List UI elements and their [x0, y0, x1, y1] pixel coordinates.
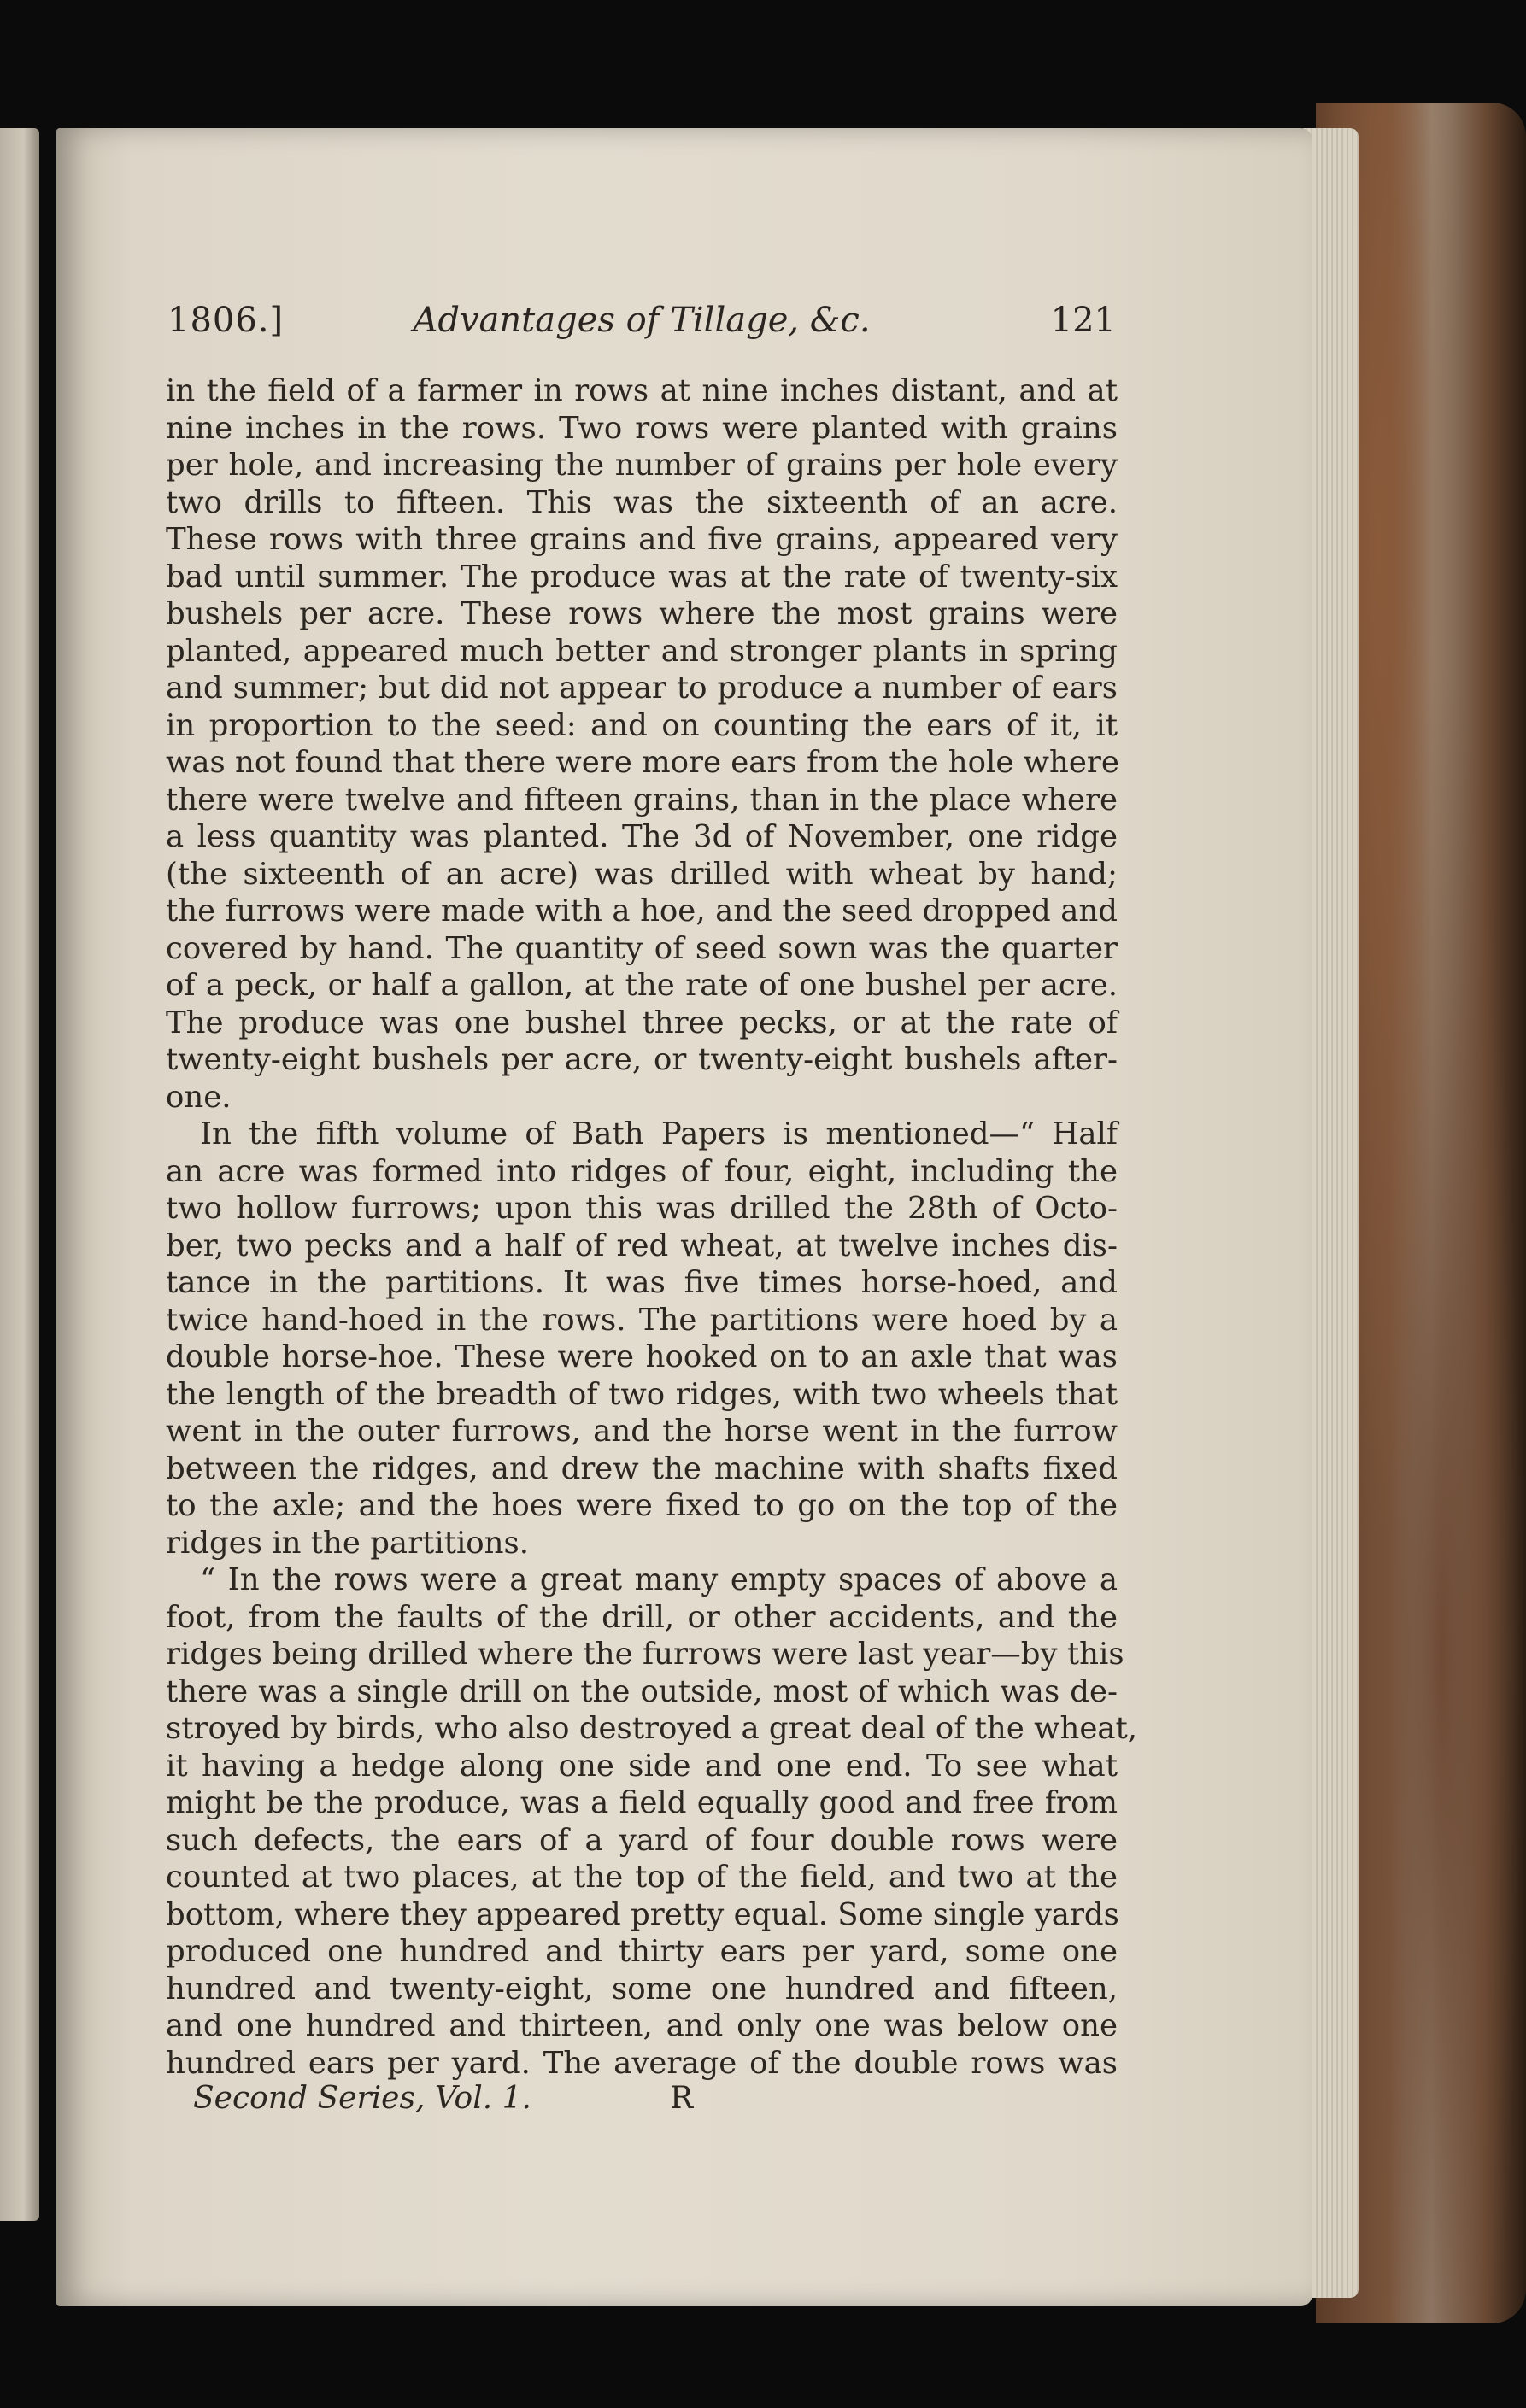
text-line: two drills to fifteen. This was the sixteenth of an acre.: [166, 484, 1118, 520]
text-line: nine inches in the rows. Two rows were planted with grains: [166, 410, 1118, 446]
text-line: twice hand-hoed in the rows. The partitions were hoed by a: [166, 1302, 1118, 1338]
text-line: in proportion to the seed: and on counting the ears of it, it: [166, 707, 1118, 743]
text-line: stroyed by birds, who also destroyed a great deal of the wheat,: [166, 1711, 1138, 1746]
text-line: planted, appeared much better and stronger plants in spring: [166, 633, 1118, 669]
text-line: hundred ears per yard. The average of the double rows was: [166, 2045, 1118, 2081]
text-line: and one hundred and thirteen, and only one was below one: [166, 2008, 1118, 2043]
text-line: the furrows were made with a hoe, and the seed dropped and: [166, 893, 1118, 929]
text-line: to the axle; and the hoes were fixed to go on the top of the: [166, 1488, 1118, 1523]
running-header: [167, 301, 1116, 352]
signature-text: Second Series, Vol. 1.: [193, 2081, 531, 2116]
text-line: twenty-eight bushels per acre, or twenty-eight bushels after-: [166, 1042, 1118, 1077]
text-line: the length of the breadth of two ridges, with two wheels that: [166, 1376, 1118, 1412]
text-line: in the field of a farmer in rows at nine inches distant, and at: [166, 373, 1118, 408]
facing-page-edge: [0, 128, 39, 2221]
page-footer: [193, 2081, 962, 2124]
text-line: produced one hundred and thirty ears per yard, some one: [166, 1934, 1118, 1969]
text-line: per hole, and increasing the number of grains per hole every: [166, 448, 1118, 483]
text-line: it having a hedge along one side and one end. To see what: [166, 1748, 1118, 1784]
text-line: there were twelve and fifteen grains, than in the place where: [166, 782, 1118, 817]
text-line: between the ridges, and drew the machine with shafts fixed: [166, 1450, 1118, 1486]
header-year: 1806.]: [167, 301, 285, 340]
text-line: These rows with three grains and five grains, appeared very: [166, 522, 1118, 557]
text-line: covered by hand. The quantity of seed sown was the quarter: [166, 930, 1118, 966]
text-line: and summer; but did not appear to produce a number of ears: [166, 671, 1118, 706]
text-line: foot, from the faults of the drill, or other accidents, and the: [166, 1599, 1118, 1635]
text-line: “ In the rows were a great many empty spaces of above a: [200, 1562, 1118, 1597]
body-text: [166, 372, 1138, 2082]
text-line: ridges being drilled where the furrows were last year—by this: [166, 1637, 1124, 1672]
text-line: (the sixteenth of an acre) was drilled with wheat by hand;: [166, 856, 1118, 892]
text-line: was not found that there were more ears from the hole where: [166, 745, 1119, 780]
text-line: In the fifth volume of Bath Papers is mentioned—“ Half: [200, 1116, 1118, 1151]
text-line: there was a single drill on the outside, most of which was de-: [166, 1673, 1118, 1709]
text-line: went in the outer furrows, and the horse went in the furrow: [166, 1414, 1118, 1449]
text-line: might be the produce, was a field equally good and free from: [166, 1785, 1118, 1820]
text-line: The produce was one bushel three pecks, or at the rate of: [166, 1005, 1118, 1040]
text-line: an acre was formed into ridges of four, eight, including the: [166, 1153, 1118, 1189]
running-title: Advantages of Tillage, &c.: [413, 301, 871, 340]
text-line: bushels per acre. These rows where the most grains were: [166, 596, 1118, 631]
text-line: one.: [166, 1079, 232, 1115]
text-line: double horse-hoe. These were hooked on to an axle that was: [166, 1339, 1118, 1374]
text-line: of a peck, or half a gallon, at the rate of one bushel per acre.: [166, 968, 1118, 1003]
text-line: counted at two places, at the top of the field, and two at the: [166, 1860, 1118, 1895]
text-line: a less quantity was planted. The 3d of November, one ridge: [166, 819, 1118, 854]
signature-mark: R: [670, 2081, 694, 2116]
page-number: 121: [1050, 301, 1116, 340]
text-line: bottom, where they appeared pretty equal. Some single yards: [166, 1896, 1119, 1932]
text-line: ridges in the partitions.: [166, 1525, 530, 1561]
text-line: hundred and twenty-eight, some one hundred and fifteen,: [166, 1971, 1118, 2007]
text-line: two hollow furrows; upon this was drilled the 28th of Octo-: [166, 1191, 1118, 1226]
text-line: bad until summer. The produce was at the rate of twenty-six: [166, 559, 1118, 595]
text-line: ber, two pecks and a half of red wheat, at twelve inches dis-: [166, 1227, 1118, 1263]
text-line: such defects, the ears of a yard of four double rows were: [166, 1822, 1118, 1858]
text-line: tance in the partitions. It was five times horse-hoed, and: [166, 1265, 1118, 1300]
